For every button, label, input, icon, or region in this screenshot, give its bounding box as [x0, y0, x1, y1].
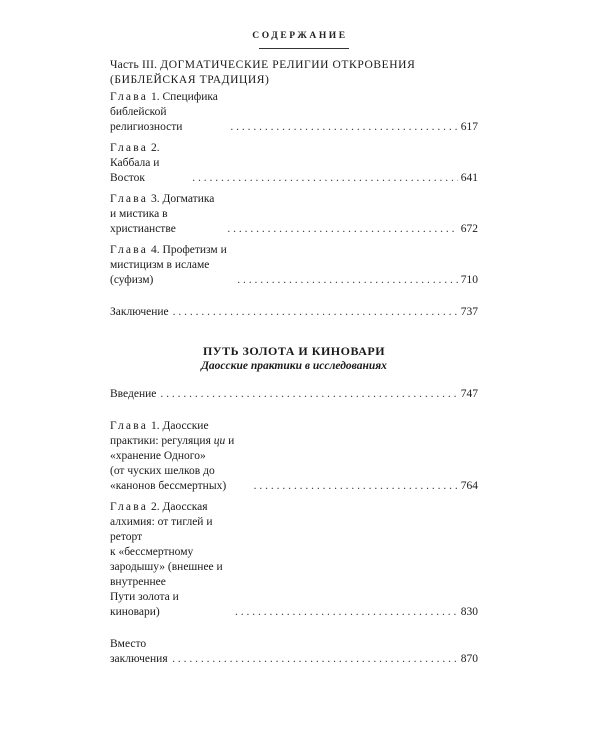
chapter-number: 2.	[151, 501, 160, 513]
leader-dots	[230, 120, 457, 135]
toc-entry-chapter-4[interactable]	[110, 243, 478, 288]
page-number: 737	[460, 306, 478, 318]
leader-dots	[254, 479, 458, 494]
leader-dots	[172, 652, 458, 667]
page-number: 764	[460, 480, 478, 492]
chapter-title-line2: (от чуских шелков до «канонов бессмертных)	[110, 465, 227, 492]
page-number: 641	[460, 172, 478, 184]
chapter-title-part-b: и «хранение Одного»	[110, 435, 235, 462]
entry-title: Введение	[110, 388, 157, 400]
part-title-line2: (БИБЛЕЙСКАЯ ТРАДИЦИЯ)	[110, 74, 270, 86]
chapter-title-line2: к «бессмертному зародышу» (внешнее и внутреннее	[110, 546, 223, 588]
entry-title: Заключение	[110, 306, 169, 318]
leader-dots	[173, 305, 458, 320]
chapter-title: Профетизм и мистицизм в исламе (суфизм)	[110, 244, 227, 286]
chapter-label: Глава	[110, 91, 149, 103]
chapter-title-line3: Пути золота и киновари)	[110, 591, 179, 618]
toc-entry-chapter-1[interactable]	[110, 90, 478, 135]
chapter-title: Каббала и Восток	[110, 157, 160, 184]
book-title: ПУТЬ ЗОЛОТА И КИНОВАРИ	[202, 344, 386, 358]
leader-dots	[160, 387, 457, 402]
page-number: 672	[460, 223, 478, 235]
page-number: 870	[460, 653, 478, 665]
chapter-label: Глава	[110, 244, 149, 256]
chapter-number: 1.	[151, 420, 160, 432]
chapter-label: Глава	[110, 420, 149, 432]
page-number: 617	[460, 121, 478, 133]
chapter-number: 3.	[151, 193, 160, 205]
leader-dots	[237, 273, 457, 288]
page-number: 710	[460, 274, 478, 286]
header-rule	[259, 48, 349, 49]
leader-dots	[227, 222, 457, 237]
part-prefix: Часть III.	[110, 59, 158, 71]
entry-title: Вместо заключения	[110, 638, 168, 665]
chapter-title-line1: Даосская алхимия: от тиглей и реторт	[110, 501, 213, 543]
toc-entry-chapter-3[interactable]	[110, 192, 478, 237]
chapter-title: Специфика библейской религиозности	[110, 91, 218, 133]
toc-entry-introduction[interactable]	[110, 387, 478, 402]
toc-content	[110, 58, 478, 667]
page-number: 830	[460, 606, 478, 618]
toc-entry-daoist-chapter-1[interactable]	[110, 419, 478, 494]
toc-entry-daoist-chapter-2[interactable]	[110, 500, 478, 620]
part-title-line1: ДОГМАТИЧЕСКИЕ РЕЛИГИИ ОТКРОВЕНИЯ	[160, 59, 416, 71]
part-heading	[110, 58, 478, 88]
chapter-title-qi: ци	[213, 435, 226, 447]
chapter-label: Глава	[110, 193, 149, 205]
leader-dots	[235, 605, 458, 620]
chapter-title-part-a: Даосские практики: регуляция	[110, 420, 211, 447]
chapter-label: Глава	[110, 142, 149, 154]
chapter-number: 4.	[151, 244, 160, 256]
running-head: СОДЕРЖАНИЕ	[252, 31, 348, 41]
page-number: 747	[460, 388, 478, 400]
toc-entry-afterword[interactable]	[110, 637, 478, 667]
leader-dots	[192, 171, 458, 186]
chapter-title: Догматика и мистика в христианстве	[110, 193, 215, 235]
book-subtitle: Даосские практики в исследованиях	[201, 360, 387, 372]
chapter-label: Глава	[110, 501, 149, 513]
chapter-number: 2.	[151, 142, 160, 154]
toc-entry-chapter-2[interactable]	[110, 141, 478, 186]
chapter-number: 1.	[151, 91, 160, 103]
toc-entry-conclusion[interactable]	[110, 305, 478, 320]
